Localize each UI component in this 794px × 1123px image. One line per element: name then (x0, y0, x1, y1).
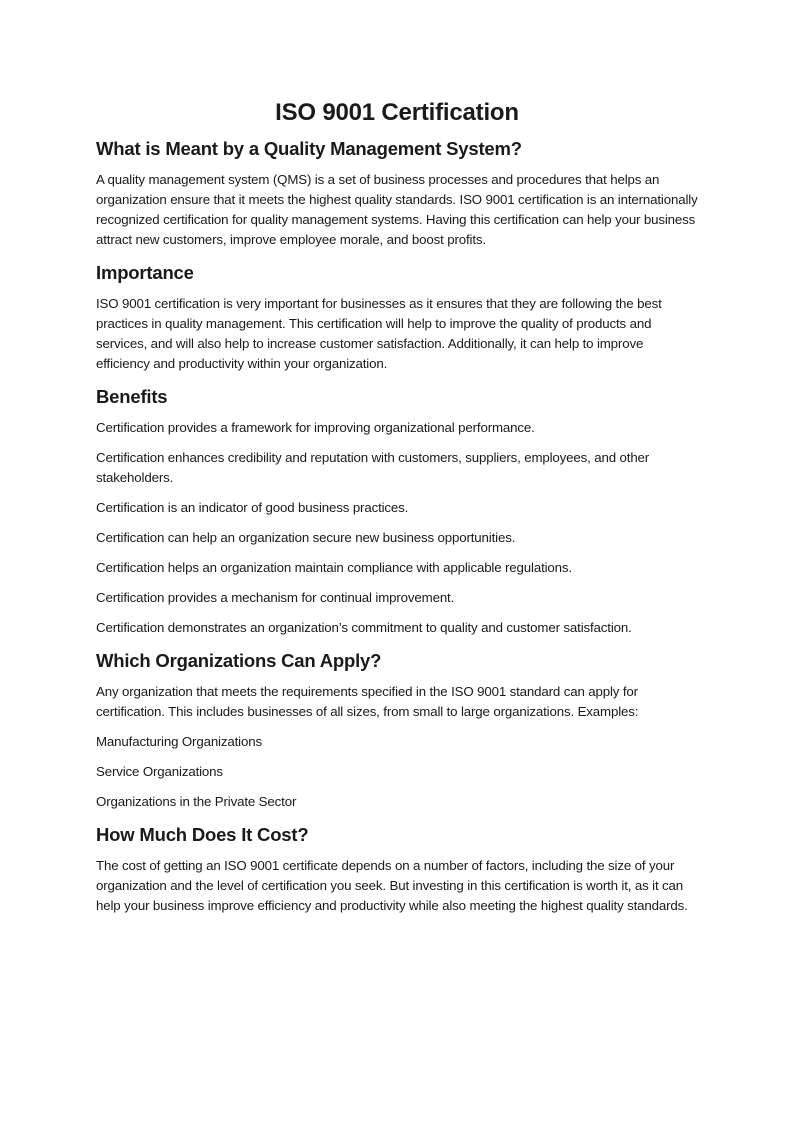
section-qms (96, 136, 698, 250)
benefit-item: Certification can help an organization secure new business opportunities. (96, 530, 516, 545)
document-title: ISO 9001 Certification (275, 99, 519, 126)
document-page (96, 96, 698, 926)
benefit-item: Certification enhances credibility and reputation with customers, suppliers, employees, and other stakeholders. (96, 450, 650, 485)
paragraph-cost: The cost of getting an ISO 9001 certificate depends on a number of factors, including the size of your organization and the level of certification you seek. But investing in this certification is worth it, as it can help your business improve efficiency and productivity while also meeting the highest quality standards. (96, 858, 688, 913)
section-heading-qms: What is Meant by a Quality Management System? (96, 138, 522, 159)
section-importance (96, 260, 698, 374)
section-heading-apply: Which Organizations Can Apply? (96, 650, 382, 671)
benefit-item: Certification demonstrates an organization’s commitment to quality and customer satisfaction. (96, 620, 632, 635)
section-heading-benefits: Benefits (96, 386, 168, 407)
paragraph-apply: Any organization that meets the requirements specified in the ISO 9001 standard can apply for certification. This includes businesses of all sizes, from small to large organizations. Examples: (96, 684, 639, 719)
benefit-item: Certification provides a framework for improving organizational performance. (96, 420, 535, 435)
section-apply (96, 648, 698, 812)
benefit-item: Certification helps an organization maintain compliance with applicable regulations. (96, 560, 572, 575)
benefit-item: Certification provides a mechanism for continual improvement. (96, 590, 455, 605)
benefit-item: Certification is an indicator of good business practices. (96, 500, 409, 515)
section-benefits (96, 384, 698, 638)
paragraph-qms: A quality management system (QMS) is a set of business processes and procedures that helps an organization ensure that it meets the highest quality standards. ISO 9001 certification is an internationally recognized certification for quality management systems. Having this certification can help your business attract new customers, improve employee morale, and boost profits. (96, 172, 698, 247)
section-heading-importance: Importance (96, 262, 194, 283)
example-item: Service Organizations (96, 764, 223, 779)
example-item: Organizations in the Private Sector (96, 794, 297, 809)
section-heading-cost: How Much Does It Cost? (96, 824, 309, 845)
section-cost (96, 822, 698, 916)
paragraph-importance: ISO 9001 certification is very important for businesses as it ensures that they are following the best practices in quality management. This certification will help to improve the quality of products and services, and will also help to increase customer satisfaction. Additionally, it can help to improve efficiency and productivity within your organization. (96, 296, 662, 371)
example-item: Manufacturing Organizations (96, 734, 262, 749)
